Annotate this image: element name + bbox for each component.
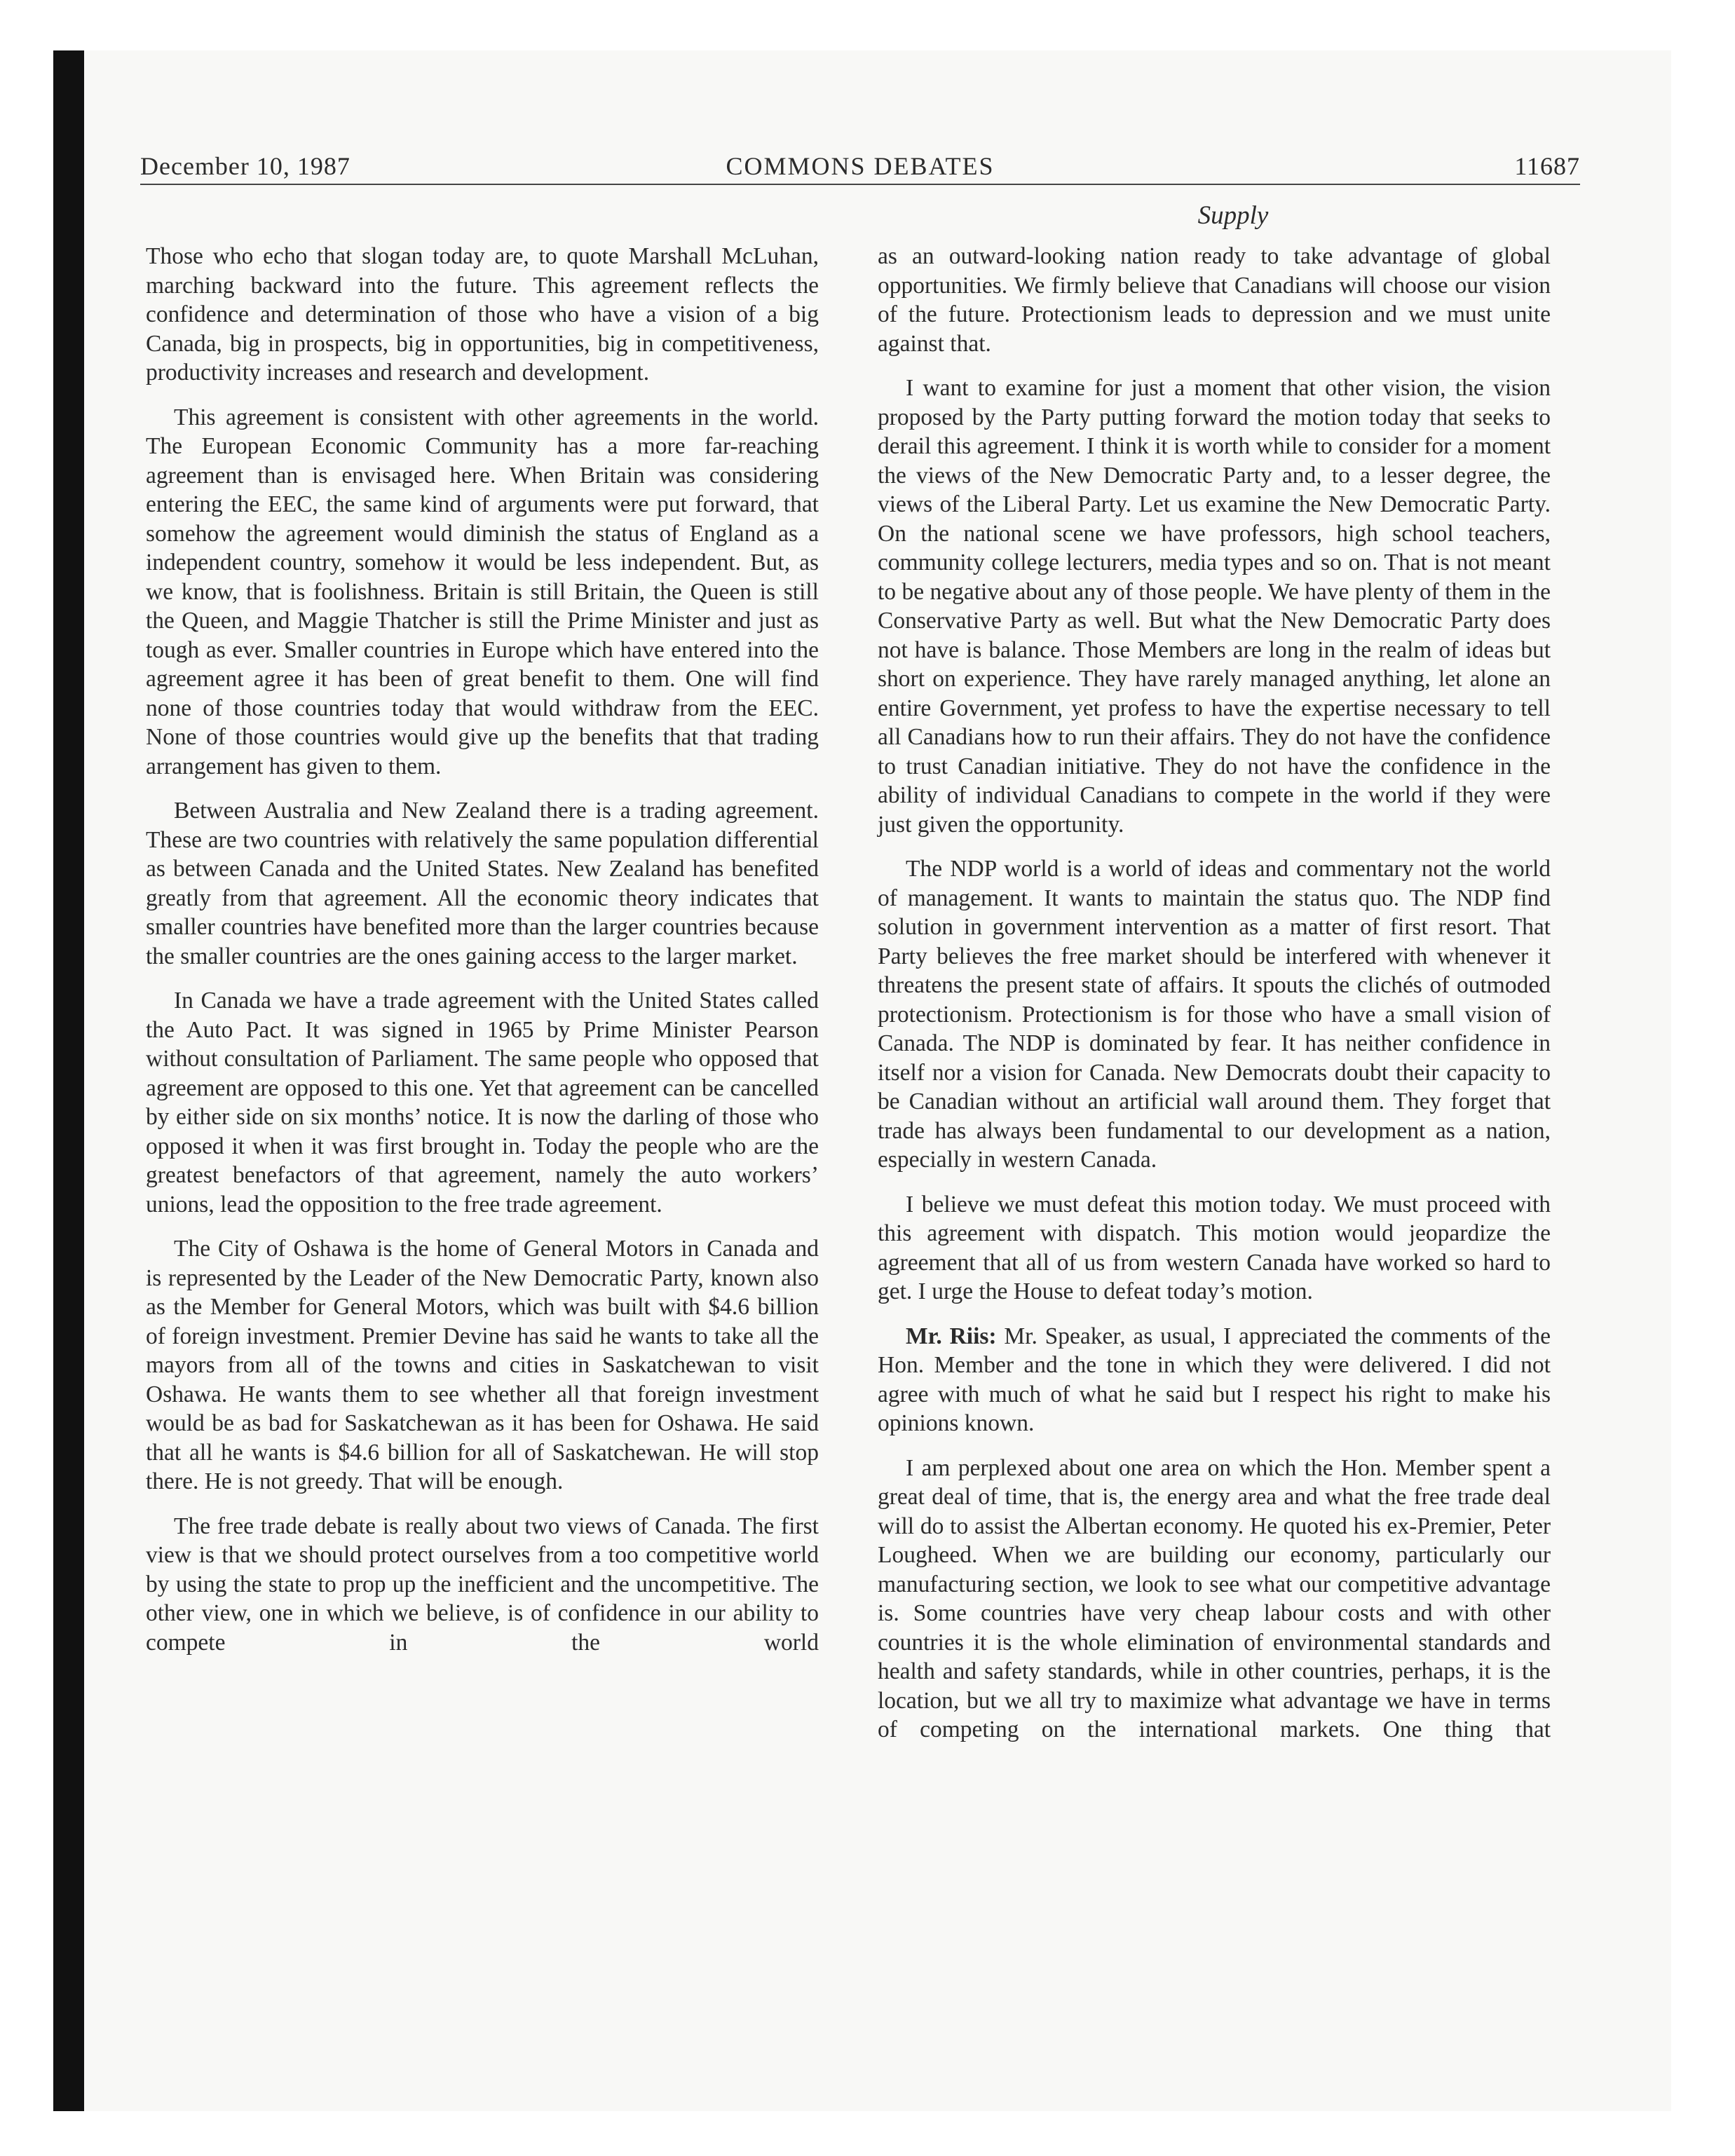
right-column xyxy=(878,242,1551,1760)
paragraph: I am perplexed about one area on which the Hon. Member spent a great deal of time, that is, the energy area and what the free trade deal will do to assist the Albertan economy. He quoted his ex-Premier, Peter Lougheed. When we are building our economy, particularly our manufacturing section, we look to see what our competitive advantage is. Some countries have very cheap labour costs and with other countries it is the whole elimination of environmental standards and health and safety standards, while in other countries, perhaps, it is the location, but we all try to maximize what advantage we have in terms of competing on the international markets. One thing that xyxy=(878,1454,1551,1742)
left-column xyxy=(146,242,819,1672)
paragraph: I believe we must defeat this motion today. We must proceed with this agreement with dispatch. This motion would jeopardize the agreement that all of us from western Canada have worked so hard to get. I urge the House to defeat today’s motion. xyxy=(878,1191,1551,1304)
speaker-name: Mr. Riis: xyxy=(906,1323,997,1349)
header-title: COMMONS DEBATES xyxy=(726,152,995,180)
page-header xyxy=(140,149,1580,185)
paragraph: The free trade debate is really about two views of Canada. The first view is that we should protect ourselves from a too competitive world by using the state to prop up the inefficient and the uncompetitive. The other view, one in which we believe, is of confidence in our ability to compete in the world xyxy=(146,1513,819,1656)
speech-text: Mr. Speaker, as usual, I appreciated the comments of the Hon. Member and the tone in which they were delivered. I did not agree with much of what he said but I respect his right to make his opinions known. xyxy=(878,1323,1551,1436)
paragraph: Those who echo that slogan today are, to quote Marshall McLuhan, marching backward into the future. This agreement reflects the confidence and determination of those who have a vision of a big Canada, big in prospects, big in opportunities, big in competitiveness, productivity increases and research and development. xyxy=(146,243,819,386)
paragraph: The NDP world is a world of ideas and commentary not the world of management. It wants to maintain the status quo. The NDP find solution in government intervention as a matter of first resort. That Party believes the free market should be interfered with whenever it threatens the present state of affairs. It spouts the clichés of outmoded protectionism. Protectionism is for those who have a small vision of Canada. The NDP is dominated by fear. It has neither confidence in itself nor a vision for Canada. New Democrats doubt their capacity to be Canadian without an artificial wall around them. They forget that trade has always been fundamental to our development as a nation, especially in western Canada. xyxy=(878,856,1551,1173)
paragraph-continuation: as an outward-looking nation ready to take advantage of global opportunities. We firmly believe that Canadians will choose our vision of the future. Protectionism leads to depression and we must unite against that. xyxy=(878,243,1551,357)
header-page-number: 11687 xyxy=(1514,152,1580,180)
scan-edge-bar xyxy=(53,50,84,2111)
speech-paragraph xyxy=(878,1322,1551,1438)
header-date: December 10, 1987 xyxy=(140,152,351,180)
paragraph: I want to examine for just a moment that other vision, the vision proposed by the Party putting forward the motion today that seeks to derail this agreement. I think it is worth while to consider for a moment the views of the New Democratic Party and, to a lesser degree, the views of the Liberal Party. Let us examine the New Democratic Party. On the national scene we have professors, high school teachers, community college lecturers, media types and so on. That is not meant to be negative about any of those people. We have plenty of them in the Conservative Party as well. But what the New Democratic Party does not have is balance. Those Members are long in the realm of ideas but short on experience. They have rarely managed anything, let alone an entire Government, yet profess to have the expertise necessary to tell all Canadians how to run their affairs. They do not have the confidence to trust Canadian initiative. They do not have the confidence in the ability of individual Canadians to compete in the world if they were just given the opportunity. xyxy=(878,375,1551,838)
paragraph: In Canada we have a trade agreement with the United States called the Auto Pact. It was signed in 1965 by Prime Minister Pearson without consultation of Parliament. The same people who opposed that agreement are opposed to this one. Yet that agreement can be cancelled by either side on six months’ notice. It is now the darling of those who opposed it when it was first brought in. Today the people who are the greatest benefactors of that agreement, namely the auto workers’ unions, lead the opposition to the free trade agreement. xyxy=(146,988,819,1217)
section-title: Supply xyxy=(1197,201,1269,230)
paragraph: The City of Oshawa is the home of General Motors in Canada and is represented by the Leader of the New Democratic Party, known also as the Member for General Motors, which was built with $4.6 billion of foreign investment. Premier Devine has said he wants to take all the mayors from all of the towns and cities in Saskatchewan to visit Oshawa. He wants them to see whether all that foreign investment would be as bad for Saskatchewan as it has been for Oshawa. He said that all he wants is $4.6 billion for all of Saskatchewan. He will stop there. He is not greedy. That will be enough. xyxy=(146,1236,819,1494)
paragraph: This agreement is consistent with other agreements in the world. The European Economic Community has a more far-reaching agreement than is envisaged here. When Britain was considering entering the EEC, the same kind of arguments were put forward, that somehow the agreement would diminish the status of England as a independent country, somehow it would be less independent. But, as we know, that is foolishness. Britain is still Britain, the Queen is still the Queen, and Maggie Thatcher is still the Prime Minister and just as tough as ever. Smaller countries in Europe which have entered into the agreement agree it has been of great benefit to them. One will find none of those countries today that would withdraw from the EEC. None of those countries would give up the benefits that that trading arrangement has given to them. xyxy=(146,404,819,779)
paragraph: Between Australia and New Zealand there is a trading agreement. These are two countries with relatively the same population differential as between Canada and the United States. New Zealand has benefited greatly from that agreement. All the economic theory indicates that smaller countries have benefited more than the larger countries because the smaller countries are the ones gaining access to the larger market. xyxy=(146,798,819,969)
